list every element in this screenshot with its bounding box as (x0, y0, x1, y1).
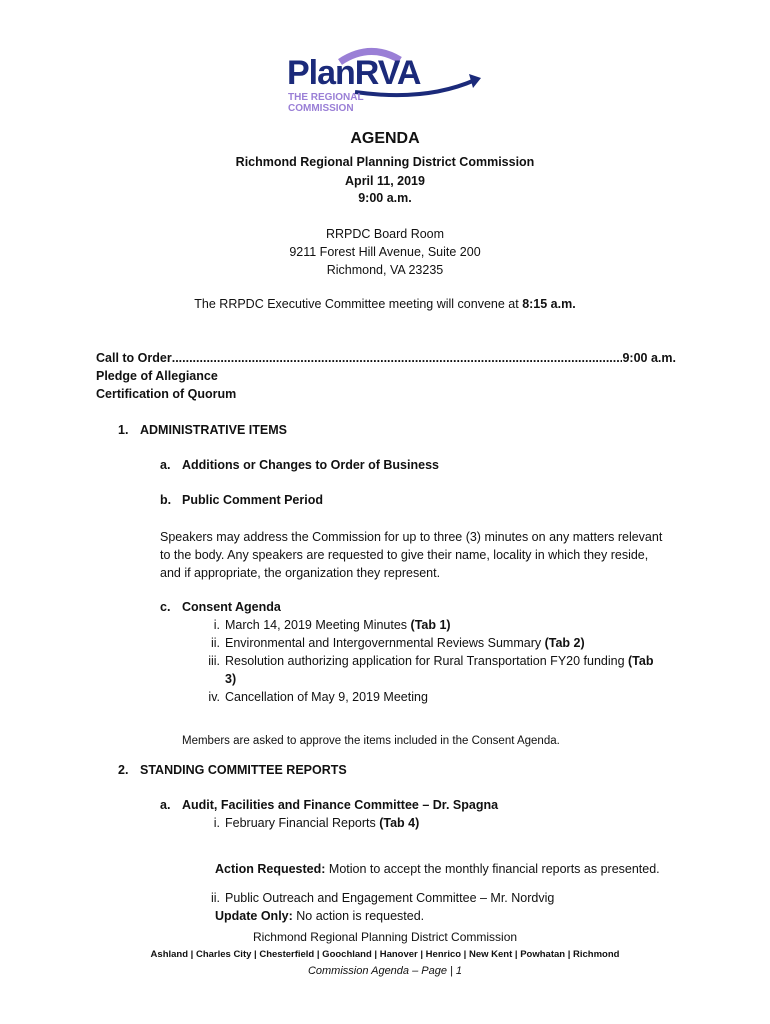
roman-numeral: iv. (208, 690, 220, 704)
section-1-number: 1. (118, 423, 129, 437)
call-time: 9:00 a.m. (622, 351, 676, 365)
consent-item: Cancellation of May 9, 2019 Meeting (225, 690, 428, 704)
call-to-order (96, 350, 676, 366)
section-1-title: ADMINISTRATIVE ITEMS (140, 423, 287, 437)
financial-reports-text: February Financial Reports (225, 816, 380, 830)
item-audit-committee: Audit, Facilities and Finance Committee – Dr. Spagna (182, 798, 499, 812)
item-public-comment: Public Comment Period (182, 493, 323, 507)
meeting-date: April 11, 2019 (345, 174, 425, 188)
update-text: No action is requested. (292, 909, 425, 923)
tab-ref: (Tab 2) (544, 636, 585, 650)
org-name: Richmond Regional Planning District Commission (235, 155, 535, 169)
tab-ref: 3) (225, 672, 237, 686)
svg-text:COMMISSION: COMMISSION (288, 103, 354, 114)
footer-localities: Ashland | Charles City | Chesterfield | Goochland | Hanover | Henrico | New Kent | Powhatan | Richmond (150, 949, 620, 960)
location-room: RRPDC Board Room (325, 227, 445, 241)
roman-numeral: iii. (208, 654, 220, 668)
section-2-title: STANDING COMMITTEE REPORTS (140, 763, 347, 777)
call-label: Call to Order (96, 351, 172, 365)
consent-text: Environmental and Intergovernmental Reviews Summary (225, 636, 545, 650)
dot-leader (172, 350, 623, 366)
roman-numeral: i. (213, 618, 220, 632)
pledge: Pledge of Allegiance (96, 369, 218, 383)
tab-ref: (Tab 1) (410, 618, 451, 632)
consent-item (225, 653, 653, 669)
planrva-logo (285, 40, 485, 118)
location-street: 9211 Forest Hill Avenue, Suite 200 (289, 245, 481, 259)
meeting-time: 9:00 a.m. (358, 191, 412, 205)
exec-note (0, 296, 770, 312)
action-label: Action Requested: (215, 862, 326, 876)
item-letter: c. (160, 600, 171, 614)
speakers-text: Speakers may address the Commission for up to three (3) minutes on any matters relevant (160, 530, 663, 544)
update-label: Update Only: (215, 909, 293, 923)
speakers-text: to the body. Any speakers are requested to give their name, locality in which they reside, (160, 548, 649, 562)
action-text: Motion to accept the monthly financial reports as presented. (325, 862, 660, 876)
consent-item (225, 617, 451, 633)
roman-numeral: ii. (210, 891, 220, 905)
action-requested (215, 861, 660, 877)
exec-time: 8:15 a.m. (522, 297, 576, 311)
agenda-title: AGENDA (350, 130, 420, 147)
financial-reports (225, 815, 419, 831)
quorum: Certification of Quorum (96, 387, 237, 401)
update-only (215, 908, 424, 924)
speakers-text: and if appropriate, the organization they represent. (160, 566, 441, 580)
item-consent-agenda: Consent Agenda (182, 600, 281, 614)
item-additions: Additions or Changes to Order of Business (182, 458, 439, 472)
outreach-committee: Public Outreach and Engagement Committee – Mr. Nordvig (225, 891, 555, 905)
svg-text:PlanRVA: PlanRVA (287, 54, 421, 92)
exec-note-text: The RRPDC Executive Committee meeting will convene at (194, 297, 523, 311)
footer-page-number: Commission Agenda – Page | 1 (307, 965, 463, 977)
consent-text: March 14, 2019 Meeting Minutes (225, 618, 411, 632)
footer-org: Richmond Regional Planning District Commission (252, 930, 518, 944)
roman-numeral: ii. (210, 636, 220, 650)
location-city: Richmond, VA 23235 (326, 263, 444, 277)
members-note: Members are asked to approve the items included in the Consent Agenda. (182, 735, 560, 747)
item-letter: a. (160, 458, 171, 472)
section-2-number: 2. (118, 763, 129, 777)
svg-text:THE REGIONAL: THE REGIONAL (288, 92, 364, 103)
item-letter: b. (160, 493, 172, 507)
roman-numeral: i. (213, 816, 220, 830)
tab-ref: (Tab (628, 654, 654, 668)
tab-ref: (Tab 4) (379, 816, 420, 830)
consent-text: Resolution authorizing application for Rural Transportation FY20 funding (225, 654, 629, 668)
consent-item (225, 635, 585, 651)
item-letter: a. (160, 798, 171, 812)
